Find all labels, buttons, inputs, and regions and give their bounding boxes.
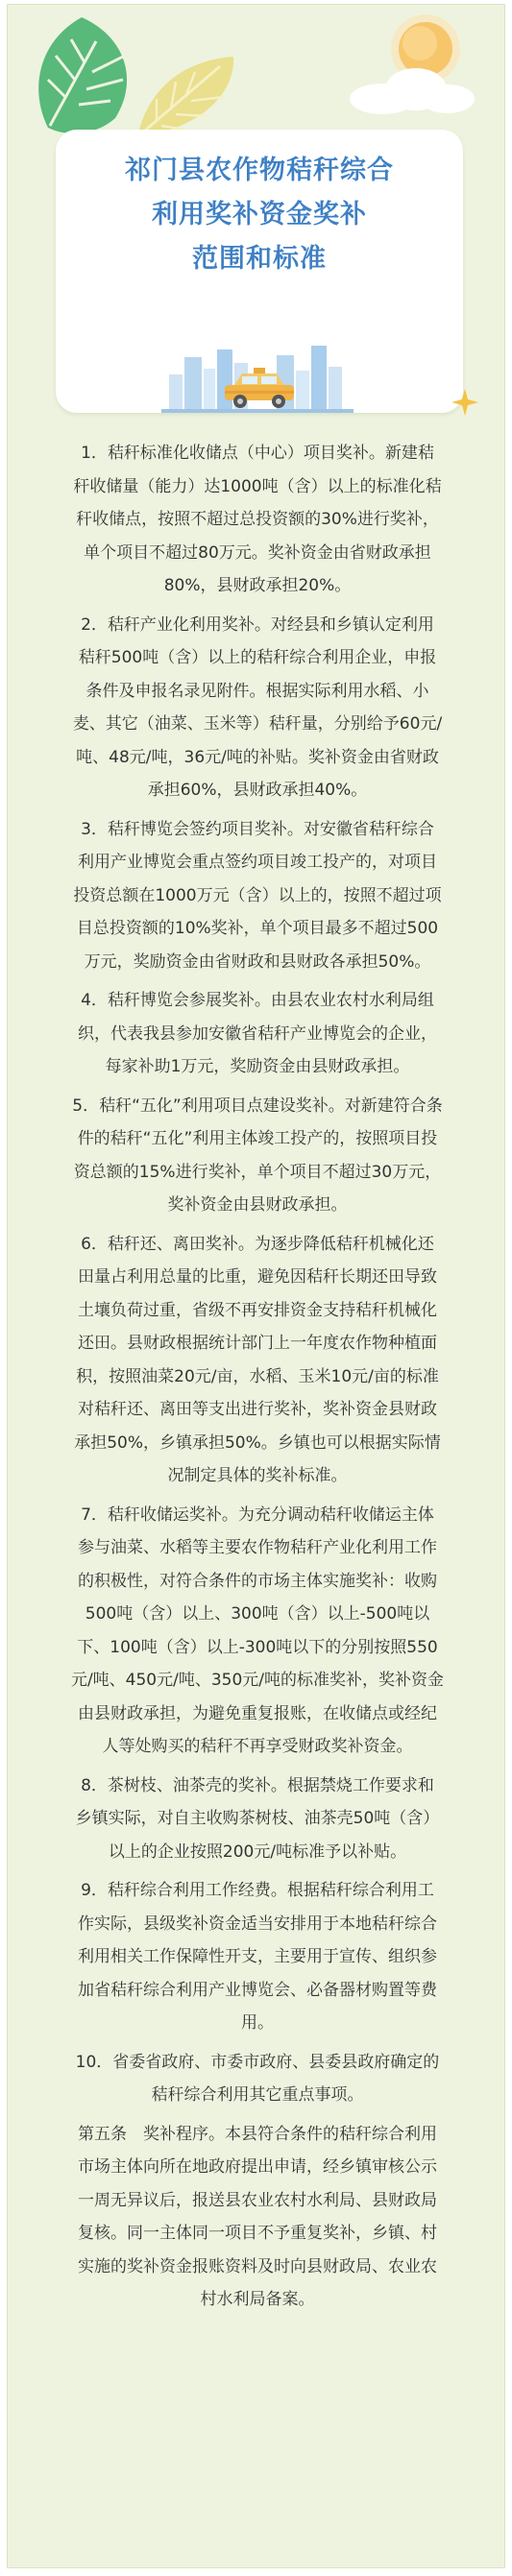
- paragraph-line: 资总额的15%进行奖补，单个项目不超过30万元，: [73, 1162, 442, 1182]
- paragraph-line: 的积极性，对符合条件的市场主体实施奖补：收购: [78, 1571, 437, 1591]
- paragraph-line: 吨、48元/吨，36元/吨的补贴。奖补资金由省财政: [76, 747, 439, 767]
- paragraph-line: 由县财政承担，为避免重复报账，在收储点或经纪: [78, 1703, 437, 1723]
- paragraph-line: 80%，县财政承担20%。: [163, 576, 352, 595]
- paragraph-line: 利用产业博览会重点签约项目竣工投产的，对项目: [78, 853, 437, 872]
- paragraph: [29, 609, 486, 807]
- paragraph-line: 乡镇实际，对自主收购茶树枝、油茶壳50吨（含）: [75, 1809, 440, 1828]
- paragraph-line: 土壤负荷过重，省级不再安排资金支持秸秆机械化: [78, 1300, 437, 1320]
- paragraph-line: 麦、其它（油菜、玉米等）秸秆量，分别给予60元/: [72, 714, 443, 734]
- paragraph: [29, 2118, 486, 2317]
- paragraph-line: 实施的奖补资金报账资料及时向县财政局、农业农: [78, 2256, 437, 2276]
- paragraph-line: 目总投资额的10%奖补，单个项目最多不超过500: [76, 919, 439, 938]
- paragraph-line: 织，代表我县参加安徽省秸秆产业博览会的企业，: [78, 1023, 437, 1044]
- paragraph-line: 村水利局备案。: [200, 2290, 315, 2309]
- cloud-icon: [344, 62, 478, 115]
- paragraph: [29, 984, 486, 1084]
- paragraph-line: 单个项目不超过80万元。奖补资金由省财政承担: [84, 542, 431, 563]
- monstera-leaf-icon: [29, 12, 142, 139]
- paragraph: [29, 1090, 486, 1222]
- article-page: [7, 4, 505, 2568]
- paragraph-line: 利用相关工作保障性开支，主要用于宣传、组织参: [78, 1947, 437, 1966]
- paragraph-line: 还田。县财政根据统计部门上一年度农作物种植面: [78, 1334, 437, 1353]
- title-line-1: 祁门县农作物秸秆综合: [125, 156, 394, 185]
- paragraph-line: 参与油菜、水稻等主要农作物秸秆产业化利用工作: [78, 1538, 437, 1557]
- page-title: [56, 149, 463, 281]
- title-line-2: 利用奖补资金奖补: [152, 200, 367, 229]
- paragraph: [29, 813, 486, 979]
- paragraph-line: 加省秸秆综合利用产业博览会、必备器材购置等费: [78, 1980, 437, 2000]
- paragraph-line: 一周无异议后，报送县农业农村水利局、县财政局: [78, 2190, 437, 2210]
- paragraph-line: 秆收储点，按照不超过总投资额的30%进行奖补，: [76, 510, 439, 529]
- paragraph-line: 9．秸秆综合利用工作经费。根据秸秆综合利用工: [81, 1881, 434, 1900]
- paragraph-line: 承担50%，乡镇承担50%。乡镇也可以根据实际情: [74, 1432, 441, 1453]
- paragraph-line: 积，按照油菜20元/亩，水稻、玉米10元/亩的标准: [76, 1366, 439, 1386]
- paragraph-line: 人等处购买的秸秆不再享受财政奖补资金。: [102, 1737, 413, 1756]
- paragraph-line: 10．省委省政府、市委市政府、县委县政府确定的: [75, 2052, 440, 2072]
- paragraph-line: 7．秸秆收储运奖补。为充分调动秸秆收储运主体: [81, 1505, 434, 1525]
- header-banner: [8, 5, 504, 432]
- paragraph-line: 秸秆综合利用其它重点事项。: [151, 2085, 364, 2105]
- paragraph-line: 6．秸秆还、离田奖补。为逐步降低秸秆机械化还: [81, 1234, 434, 1254]
- paragraph-line: 投资总额在1000万元（含）以上的，按照不超过项: [73, 885, 442, 905]
- title-line-3: 范围和标准: [192, 244, 327, 274]
- paragraph: [29, 2046, 486, 2112]
- paragraph-line: 500吨（含）以上、300吨（含）以上-500吨以: [85, 1604, 430, 1624]
- paragraph-line: 5．秸秆“五化”利用项目点建设奖补。对新建符合条: [72, 1095, 443, 1116]
- paragraph-line: 件的秸秆“五化”利用主体竣工投产的，按照项目投: [77, 1129, 438, 1148]
- paragraph-line: 4．秸秆博览会参展奖补。由县农业农村水利局组: [81, 991, 434, 1010]
- paragraph-line: 秆收储量（能力）达1000吨（含）以上的标准化秸: [73, 476, 442, 496]
- paragraph-line: 况制定具体的奖补标准。: [167, 1466, 348, 1485]
- taxi-car-icon: [221, 368, 298, 410]
- paragraph-line: 8．茶树枝、油茶壳的奖补。根据禁烧工作要求和: [81, 1775, 434, 1795]
- paragraph-line: 每家补助1万元，奖励资金由县财政承担。: [105, 1057, 410, 1076]
- paragraph-line: 2．秸秆产业化利用奖补。对经县和乡镇认定利用: [81, 614, 434, 635]
- paragraph-line: 用。: [241, 2013, 274, 2033]
- paragraph: [29, 1769, 486, 1869]
- paragraph-line: 对秸秆还、离田等支出进行奖补，奖补资金县财政: [78, 1400, 437, 1419]
- paragraph-line: 3．秸秆博览会签约项目奖补。对安徽省秸秆综合: [81, 819, 434, 839]
- paragraph-line: 作实际，县级奖补资金适当安排用于本地秸秆综合: [78, 1914, 437, 1934]
- paragraph: [29, 1228, 486, 1493]
- paragraph: [29, 1499, 486, 1764]
- paragraph-line: 秸秆500吨（含）以上的秸秆综合利用企业，申报: [78, 648, 437, 667]
- paragraph-line: 奖补资金由县财政承担。: [167, 1195, 348, 1215]
- paragraph-line: 下、100吨（含）以上-300吨以下的分别按照550: [77, 1637, 438, 1657]
- paragraph-line: 元/吨、450元/吨、350元/吨的标准奖补，奖补资金: [70, 1671, 445, 1690]
- paragraph: [29, 1874, 486, 2040]
- paragraph-line: 条件及申报名录见附件。根据实际利用水稻、小: [85, 681, 429, 701]
- paragraph-line: 田量占利用总量的比重，避免因秸秆长期还田导致: [78, 1267, 437, 1287]
- palm-leaf-icon: [128, 53, 243, 139]
- sparkle-icon: [451, 389, 478, 416]
- article-body: [29, 437, 486, 2323]
- paragraph-line: 市场主体向所在地政府提出申请，经乡镇审核公示: [78, 2157, 437, 2177]
- paragraph-line: 1．秸秆标准化收储点（中心）项目奖补。新建秸: [81, 444, 434, 463]
- paragraph-line: 复核。同一主体同一项目不予重复奖补，乡镇、村: [78, 2224, 437, 2243]
- paragraph-line: 第五条 奖补程序。本县符合条件的秸秆综合利用: [78, 2124, 437, 2144]
- paragraph: [29, 437, 486, 603]
- paragraph-line: 承担60%，县财政承担40%。: [147, 781, 368, 800]
- paragraph-line: 万元，奖励资金由省财政和县财政各承担50%。: [84, 951, 431, 972]
- paragraph-line: 以上的企业按照200元/吨标准予以补贴。: [108, 1842, 407, 1862]
